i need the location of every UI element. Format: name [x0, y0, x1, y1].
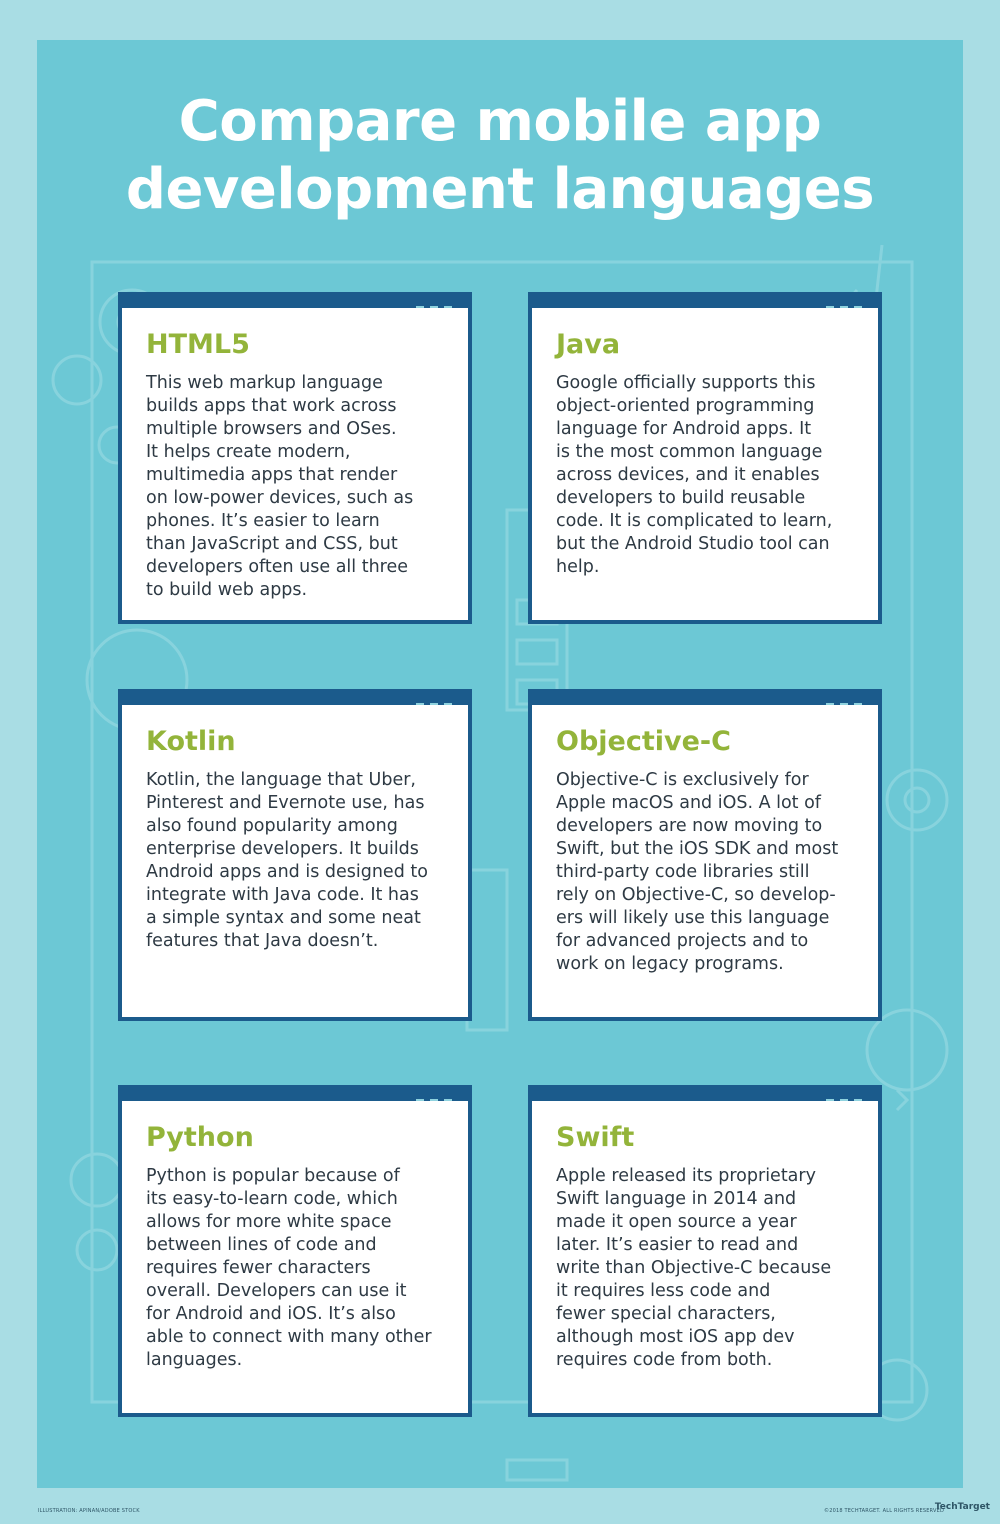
brand-logo: TechTarget: [934, 1502, 990, 1512]
card-body: [532, 705, 878, 1017]
window-titlebar: [528, 689, 882, 705]
page-title: [37, 88, 963, 224]
card-body: [122, 1101, 468, 1413]
title-line-1: Compare mobile app: [178, 89, 822, 154]
card-java: [528, 292, 882, 624]
window-titlebar: [528, 1085, 882, 1101]
card-heading: Java: [556, 329, 621, 360]
card-heading: Python: [146, 1122, 254, 1153]
card-heading: Objective-C: [556, 726, 731, 757]
card-description: Google officially supports this object-oriented programming language for Android apps. It is the most common language across devices, and it enables developers to build reusable code. It is complicated to learn, but the Android Studio tool can help.: [556, 373, 833, 577]
card-description: Objective-C is exclusively for Apple macOS and iOS. A lot of developers are now moving to Swift, but the iOS SDK and most third-party code libraries still rely on Objective-C, so develop- ers will likely use this language for advanced projects and to work on legacy programs.: [556, 770, 839, 974]
title-line-2: development languages: [125, 157, 875, 222]
copyright-notice: ©2018 TECHTARGET. ALL RIGHTS RESERVED: [824, 1508, 944, 1514]
card-body: [532, 308, 878, 620]
window-titlebar: [118, 292, 472, 308]
card-heading: Kotlin: [146, 726, 236, 757]
window-titlebar: [118, 689, 472, 705]
card-python: [118, 1085, 472, 1417]
card-description: This web markup language builds apps that work across multiple browsers and OSes. It helps create modern, multimedia apps that render on low-power devices, such as phones. It’s easier to learn than JavaScript and CSS, but developers often use all three to build web apps.: [146, 373, 414, 600]
card-heading: HTML5: [146, 329, 250, 360]
card-kotlin: [118, 689, 472, 1021]
card-description: Kotlin, the language that Uber, Pinterest and Evernote use, has also found popularity among enterprise developers. It builds Android apps and is designed to integrate with Java code. It has a simple syntax and some neat features that Java doesn’t.: [146, 770, 428, 951]
window-titlebar: [118, 1085, 472, 1101]
card-heading: Swift: [556, 1122, 635, 1153]
card-description: Apple released its proprietary Swift language in 2014 and made it open source a year later. It’s easier to read and write than Objective-C because it requires less code and fewer special characters, although most iOS app dev requires code from both.: [556, 1166, 832, 1370]
illustration-credit: ILLUSTRATION: APINAN/ADOBE STOCK: [38, 1508, 140, 1514]
card-html5: [118, 292, 472, 624]
card-description: Python is popular because of its easy-to-learn code, which allows for more white space between lines of code and requires fewer characters overall. Developers can use it for Android and iOS. It’s also able to connect with many other languages.: [146, 1166, 432, 1370]
poster-panel: [37, 40, 963, 1488]
card-swift: [528, 1085, 882, 1417]
card-body: [122, 308, 468, 620]
window-titlebar: [528, 292, 882, 308]
card-body: [122, 705, 468, 1017]
card-objective-c: [528, 689, 882, 1021]
card-body: [532, 1101, 878, 1413]
